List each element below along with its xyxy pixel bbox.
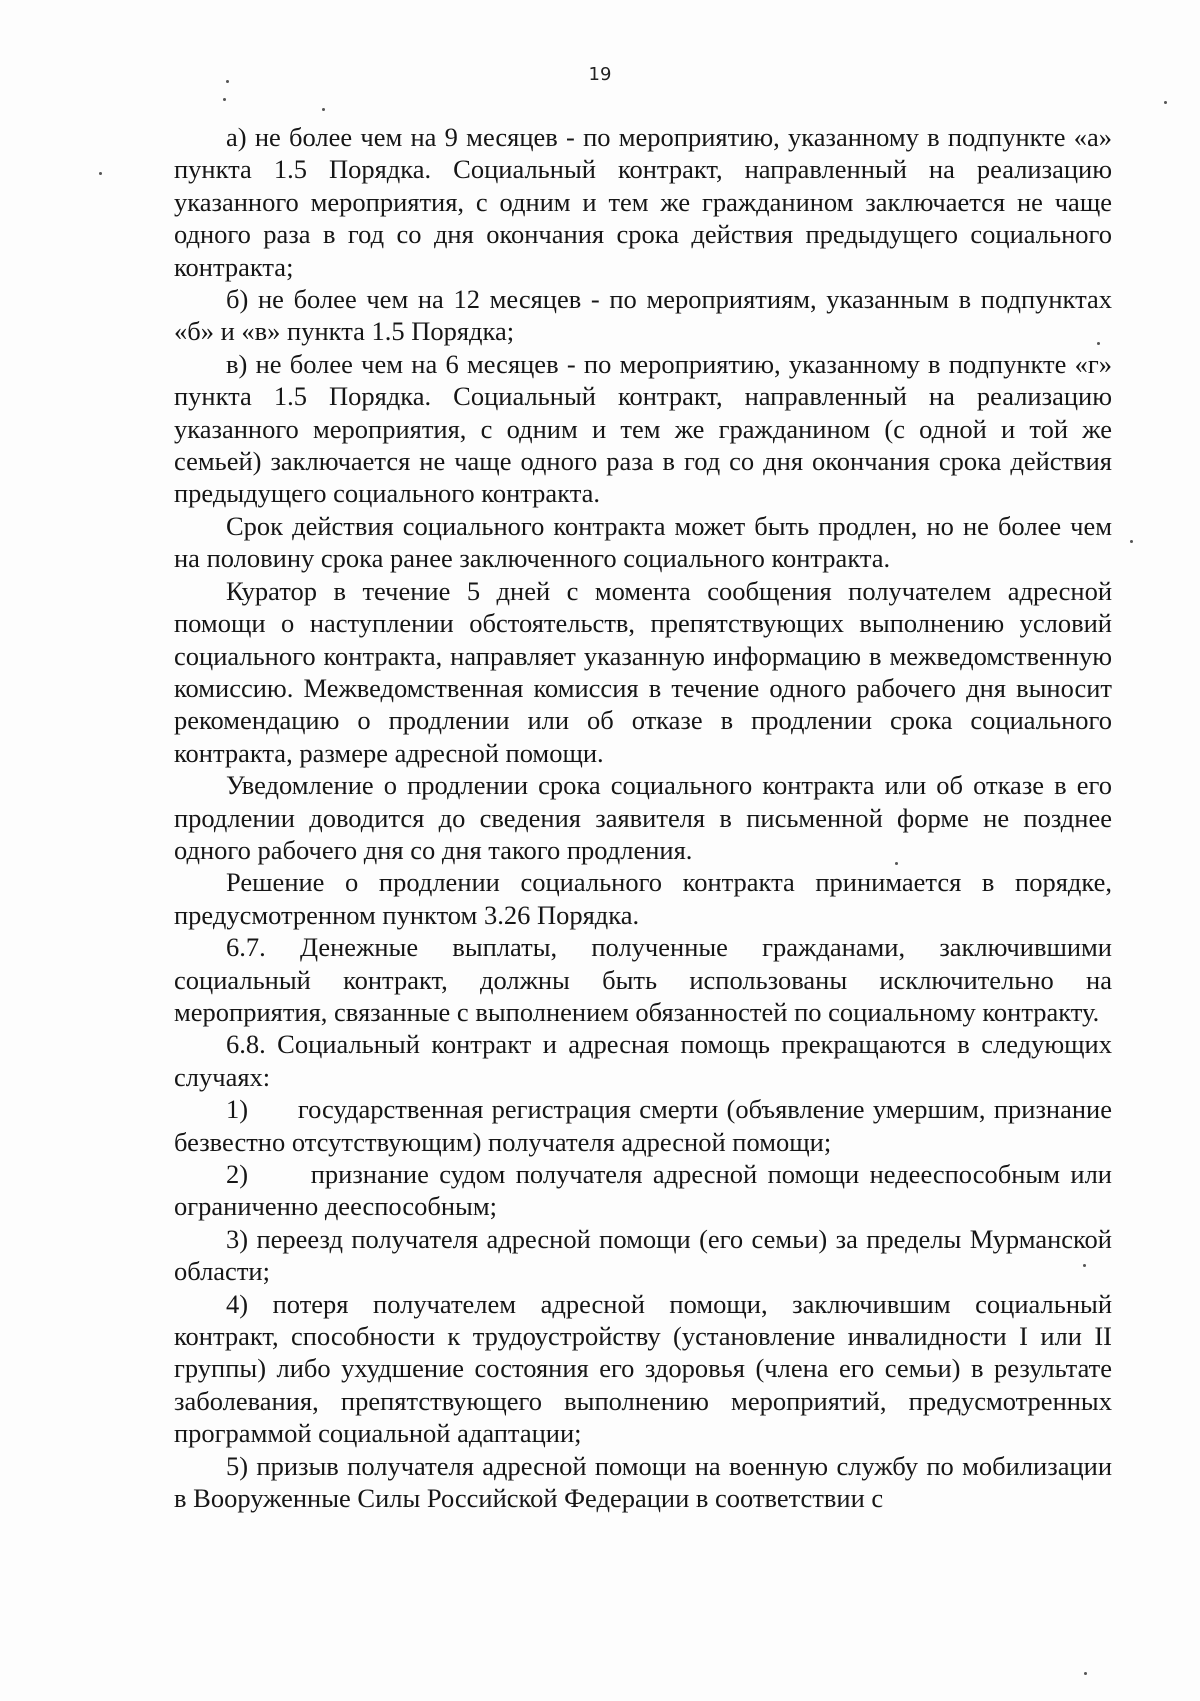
scan-speck	[1084, 1672, 1087, 1675]
paragraph: 6.7. Денежные выплаты, полученные гражданами, заключившими социальный контракт, должны быть использованы исключительно на мероприятия, связанные с выполнением обязанностей по социальному контракту.	[174, 932, 1119, 1027]
scan-speck	[322, 108, 325, 111]
paragraph: Уведомление о продлении срока социального контракта или об отказе в его продлении доводится до сведения заявителя в письменной форме не позднее одного рабочего дня со дня такого продления.	[174, 770, 1119, 865]
scan-speck	[1164, 101, 1167, 104]
scan-speck	[99, 172, 102, 175]
paragraph: 2) признание судом получателя адресной помощи недееспособным или ограниченно дееспособным;	[174, 1159, 1119, 1222]
paragraph: 5) призыв получателя адресной помощи на военную службу по мобилизации в Вооруженные Силы Российской Федерации в соответствии с	[174, 1450, 1119, 1514]
paragraph: Решение о продлении социального контракта принимается в порядке, предусмотренном пунктом 3.26 Порядка.	[174, 867, 1119, 930]
paragraph: 1) государственная регистрация смерти (объявление умершим, признание безвестно отсутствующим) получателя адресной помощи;	[174, 1094, 1119, 1157]
page-number: 19	[588, 64, 612, 85]
paragraph: Срок действия социального контракта может быть продлен, но не более чем на половину срока ранее заключенного социального контракта.	[174, 510, 1119, 574]
scan-speck	[1130, 540, 1133, 543]
scan-speck	[223, 98, 226, 101]
paragraph: а) не более чем на 9 месяцев - по мероприятию, указанному в подпункте «а» пункта 1.5 Порядка. Социальный контракт, направленный на реализацию указанного мероприятия, с одним и тем же гражданином заключается не чаще одного раза в год со дня окончания срока действия предыдущего социального контракта;	[174, 122, 1119, 282]
paragraph: Куратор в течение 5 дней с момента сообщения получателем адресной помощи о наступлении обстоятельств, препятствующих выполнению условий социального контракта, направляет указанную информацию в межведомственную комиссию. Межведомственная комиссия в течение одного рабочего дня выносит рекомендацию о продлении или об отказе в продлении срока социального контракта, размере адресной помощи.	[174, 575, 1119, 768]
paragraph: 4) потеря получателем адресной помощи, заключившим социальный контракт, способности к трудоустройству (установление инвалидности I или II группы) либо ухудшение состояния его здоровья (члена его семьи) в результате заболевания, препятствующего выполнению мероприятий, предусмотренных программой социальной адаптации;	[174, 1288, 1119, 1449]
paragraph: в) не более чем на 6 месяцев - по мероприятию, указанному в подпункте «г» пункта 1.5 Порядка. Социальный контракт, направленный на реализацию указанного мероприятия, с одним и тем же гражданином (с одной и той же семьей) заключается не чаще одного раза в год со дня окончания срока действия предыдущего социального контракта.	[174, 348, 1119, 509]
paragraph: 6.8. Социальный контракт и адресная помощь прекращаются в следующих случаях:	[174, 1029, 1119, 1092]
paragraph: б) не более чем на 12 месяцев - по мероприятиям, указанным в подпунктах «б» и «в» пункта 1.5 Порядка;	[174, 284, 1119, 347]
document-body	[174, 121, 1119, 1514]
scan-speck	[226, 80, 229, 83]
paragraph: 3) переезд получателя адресной помощи (его семьи) за пределы Мурманской области;	[174, 1223, 1119, 1287]
